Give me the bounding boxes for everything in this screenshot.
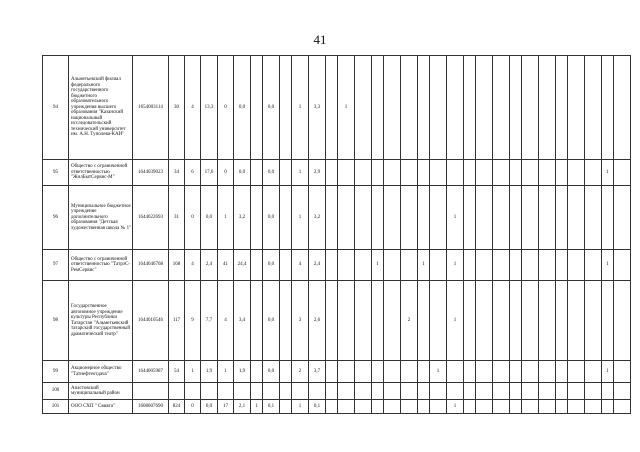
value-cell xyxy=(401,361,418,383)
value-cell xyxy=(251,160,263,186)
value-cell xyxy=(522,361,539,383)
value-cell xyxy=(539,281,556,361)
value-cell xyxy=(614,400,631,414)
value-cell: 1 xyxy=(372,250,384,281)
value-cell xyxy=(585,160,602,186)
value-cell: 824 xyxy=(169,400,185,414)
value-cell xyxy=(510,186,522,250)
value-cell xyxy=(556,56,568,160)
value-cell xyxy=(585,400,602,414)
value-cell: 1 xyxy=(338,56,355,160)
value-cell: 1,9 xyxy=(201,361,218,383)
value-cell xyxy=(384,400,401,414)
value-cell xyxy=(384,383,401,400)
value-cell xyxy=(418,400,430,414)
value-cell: 0,0 xyxy=(263,186,280,250)
value-cell xyxy=(464,160,476,186)
value-cell xyxy=(556,361,568,383)
value-cell xyxy=(280,160,292,186)
value-cell xyxy=(430,400,447,414)
value-cell xyxy=(338,281,355,361)
organization-name: ООО СХП " Свияга" xyxy=(69,400,133,414)
value-cell: 17,6 xyxy=(201,160,218,186)
organization-name: Альметьевский филиал федерального государственного бюджетного образовательного учреждения высшего образования "Казанский национальный исследовательский технический университет им. А.Н. Туполева-КАИ" xyxy=(69,56,133,160)
value-cell xyxy=(401,400,418,414)
page-number: 41 xyxy=(313,32,327,47)
value-cell: 1 xyxy=(602,160,614,186)
value-cell xyxy=(355,56,372,160)
value-cell xyxy=(447,383,464,400)
value-cell xyxy=(384,186,401,250)
value-cell: 24,4 xyxy=(234,250,251,281)
value-cell xyxy=(464,400,476,414)
inn-cell: 1644046768 xyxy=(133,250,169,281)
organization-name: Муниципальное бюджетное учреждение дополнительного образования "Детская художественная школа № 1" xyxy=(69,186,133,250)
value-cell: 1 xyxy=(602,361,614,383)
value-cell xyxy=(326,281,338,361)
value-cell: 30 xyxy=(169,56,185,160)
value-cell xyxy=(476,160,493,186)
value-cell xyxy=(185,383,201,400)
value-cell xyxy=(539,186,556,250)
value-cell: 117 xyxy=(169,281,185,361)
value-cell xyxy=(263,383,280,400)
value-cell xyxy=(510,56,522,160)
value-cell: 0,0 xyxy=(263,361,280,383)
value-cell xyxy=(539,361,556,383)
value-cell xyxy=(372,383,384,400)
value-cell: 7,7 xyxy=(201,281,218,361)
value-cell xyxy=(280,250,292,281)
row-number: 94 xyxy=(43,56,69,160)
table-row xyxy=(43,186,631,250)
value-cell: 34 xyxy=(169,160,185,186)
value-cell xyxy=(556,250,568,281)
value-cell xyxy=(476,400,493,414)
value-cell xyxy=(614,383,631,400)
value-cell xyxy=(568,160,585,186)
value-cell xyxy=(338,160,355,186)
value-cell xyxy=(384,56,401,160)
inn-cell: 1644005987 xyxy=(133,361,169,383)
value-cell xyxy=(169,383,185,400)
value-cell xyxy=(355,361,372,383)
value-cell xyxy=(464,186,476,250)
value-cell xyxy=(309,383,326,400)
value-cell xyxy=(539,160,556,186)
value-cell xyxy=(372,281,384,361)
value-cell: 0 xyxy=(218,160,234,186)
value-cell xyxy=(510,361,522,383)
value-cell xyxy=(464,56,476,160)
value-cell xyxy=(418,56,430,160)
value-cell: 1,9 xyxy=(234,361,251,383)
organization-name: Общество с ограниченной ответственностью "ЖилБытСервис-М" xyxy=(69,160,133,186)
value-cell xyxy=(510,160,522,186)
value-cell xyxy=(251,56,263,160)
value-cell: 0 xyxy=(218,56,234,160)
value-cell: 2,9 xyxy=(309,160,326,186)
value-cell xyxy=(338,250,355,281)
value-cell xyxy=(476,186,493,250)
value-cell: 0,0 xyxy=(263,281,280,361)
value-cell xyxy=(585,383,602,400)
value-cell: 1 xyxy=(447,281,464,361)
value-cell xyxy=(522,56,539,160)
value-cell xyxy=(430,56,447,160)
value-cell xyxy=(614,361,631,383)
value-cell xyxy=(280,281,292,361)
value-cell: 4 xyxy=(185,250,201,281)
value-cell xyxy=(372,400,384,414)
value-cell: 1 xyxy=(447,400,464,414)
table-row xyxy=(43,281,631,361)
value-cell xyxy=(280,186,292,250)
value-cell: 0,0 xyxy=(234,56,251,160)
value-cell xyxy=(251,250,263,281)
value-cell xyxy=(326,186,338,250)
value-cell: 4 xyxy=(185,56,201,160)
value-cell xyxy=(602,186,614,250)
organization-name: Акционерное общество "Татнефтеотдача" xyxy=(69,361,133,383)
value-cell xyxy=(292,383,309,400)
value-cell xyxy=(585,361,602,383)
value-cell xyxy=(201,383,218,400)
row-number: 101 xyxy=(43,400,69,414)
value-cell xyxy=(493,250,510,281)
value-cell xyxy=(326,361,338,383)
value-cell: 3 xyxy=(292,281,309,361)
value-cell: 2 xyxy=(292,361,309,383)
value-cell xyxy=(401,186,418,250)
value-cell xyxy=(493,281,510,361)
value-cell xyxy=(476,383,493,400)
value-cell: 1 xyxy=(292,160,309,186)
value-cell xyxy=(280,400,292,414)
inn-cell: 1608007690 xyxy=(133,400,169,414)
value-cell xyxy=(493,383,510,400)
table-row xyxy=(43,361,631,383)
value-cell xyxy=(585,250,602,281)
inn-cell: 1644039023 xyxy=(133,160,169,186)
value-cell xyxy=(355,160,372,186)
value-cell xyxy=(539,56,556,160)
value-cell: 4 xyxy=(218,281,234,361)
value-cell xyxy=(510,250,522,281)
value-cell: 0,0 xyxy=(263,160,280,186)
value-cell: 1 xyxy=(430,361,447,383)
value-cell: 1 xyxy=(218,361,234,383)
value-cell: 2,6 xyxy=(309,281,326,361)
value-cell xyxy=(372,186,384,250)
value-cell xyxy=(384,250,401,281)
organization-name: Общество с ограниченной ответственностью "ТатрэС-РемСервис" xyxy=(69,250,133,281)
inn-cell xyxy=(133,383,169,400)
value-cell xyxy=(251,383,263,400)
value-cell xyxy=(522,281,539,361)
value-cell xyxy=(614,250,631,281)
value-cell: 1 xyxy=(447,250,464,281)
inn-cell: 1654003114 xyxy=(133,56,169,160)
value-cell: 9 xyxy=(185,281,201,361)
value-cell xyxy=(355,400,372,414)
value-cell xyxy=(326,383,338,400)
row-number: 96 xyxy=(43,186,69,250)
table-row xyxy=(43,250,631,281)
value-cell: 4 xyxy=(292,250,309,281)
value-cell xyxy=(326,160,338,186)
table-row xyxy=(43,160,631,186)
value-cell: 1 xyxy=(185,361,201,383)
value-cell: 0,0 xyxy=(201,400,218,414)
value-cell: 1 xyxy=(602,250,614,281)
value-cell: 0,1 xyxy=(263,400,280,414)
value-cell: 2,1 xyxy=(234,400,251,414)
value-cell xyxy=(464,250,476,281)
value-cell xyxy=(602,400,614,414)
value-cell: 2 xyxy=(401,281,418,361)
value-cell xyxy=(430,281,447,361)
value-cell xyxy=(476,250,493,281)
value-cell xyxy=(384,160,401,186)
value-cell xyxy=(539,250,556,281)
value-cell xyxy=(568,186,585,250)
value-cell xyxy=(614,281,631,361)
organization-name: Апастовский муниципальный район xyxy=(69,383,133,400)
value-cell xyxy=(418,186,430,250)
value-cell xyxy=(355,186,372,250)
value-cell xyxy=(401,383,418,400)
value-cell xyxy=(585,56,602,160)
value-cell: 0,1 xyxy=(309,400,326,414)
value-cell: 1 xyxy=(418,250,430,281)
value-cell xyxy=(510,383,522,400)
value-cell: 0,0 xyxy=(201,186,218,250)
value-cell xyxy=(568,281,585,361)
value-cell xyxy=(568,383,585,400)
value-cell xyxy=(326,400,338,414)
value-cell: 17 xyxy=(218,400,234,414)
value-cell xyxy=(251,361,263,383)
value-cell: 3,2 xyxy=(234,186,251,250)
value-cell xyxy=(522,400,539,414)
value-cell: 0 xyxy=(185,186,201,250)
value-cell xyxy=(493,361,510,383)
value-cell xyxy=(476,56,493,160)
value-cell xyxy=(251,281,263,361)
value-cell: 41 xyxy=(218,250,234,281)
value-cell: 1 xyxy=(447,186,464,250)
value-cell xyxy=(384,361,401,383)
value-cell xyxy=(218,383,234,400)
value-cell xyxy=(464,281,476,361)
value-cell xyxy=(401,56,418,160)
data-table xyxy=(42,55,631,414)
value-cell: 1 xyxy=(292,186,309,250)
value-cell xyxy=(556,281,568,361)
row-number: 98 xyxy=(43,281,69,361)
row-number: 97 xyxy=(43,250,69,281)
organization-name: Государственное автономное учреждение культуры Республики Татарстан "Альметьевский татарский государственный драматический театр" xyxy=(69,281,133,361)
value-cell xyxy=(585,186,602,250)
row-number: 95 xyxy=(43,160,69,186)
value-cell xyxy=(493,186,510,250)
value-cell xyxy=(585,281,602,361)
value-cell xyxy=(338,383,355,400)
value-cell xyxy=(522,250,539,281)
table-row xyxy=(43,400,631,414)
value-cell xyxy=(614,56,631,160)
value-cell xyxy=(280,361,292,383)
value-cell xyxy=(614,160,631,186)
value-cell xyxy=(418,160,430,186)
value-cell xyxy=(568,400,585,414)
value-cell xyxy=(372,56,384,160)
value-cell xyxy=(447,160,464,186)
value-cell: 31 xyxy=(169,186,185,250)
value-cell: 2,4 xyxy=(201,250,218,281)
value-cell xyxy=(326,250,338,281)
value-cell xyxy=(338,186,355,250)
value-cell xyxy=(522,186,539,250)
table-row xyxy=(43,56,631,160)
table-row xyxy=(43,383,631,400)
value-cell: 1 xyxy=(292,400,309,414)
value-cell xyxy=(401,250,418,281)
value-cell xyxy=(614,186,631,250)
value-cell xyxy=(493,56,510,160)
value-cell xyxy=(568,361,585,383)
value-cell xyxy=(510,281,522,361)
value-cell xyxy=(447,56,464,160)
value-cell: 1 xyxy=(218,186,234,250)
value-cell xyxy=(430,186,447,250)
value-cell xyxy=(418,383,430,400)
value-cell xyxy=(476,281,493,361)
value-cell: 0 xyxy=(185,400,201,414)
value-cell: 1 xyxy=(292,56,309,160)
value-cell: 0,0 xyxy=(263,250,280,281)
value-cell: 54 xyxy=(169,361,185,383)
value-cell xyxy=(326,56,338,160)
value-cell xyxy=(510,400,522,414)
value-cell xyxy=(430,250,447,281)
value-cell xyxy=(338,361,355,383)
value-cell: 2,4 xyxy=(309,250,326,281)
value-cell xyxy=(418,281,430,361)
value-cell: 1 xyxy=(251,400,263,414)
value-cell xyxy=(464,383,476,400)
value-cell xyxy=(522,383,539,400)
value-cell xyxy=(251,186,263,250)
value-cell xyxy=(430,383,447,400)
value-cell xyxy=(476,361,493,383)
value-cell xyxy=(522,160,539,186)
value-cell xyxy=(556,400,568,414)
value-cell xyxy=(355,250,372,281)
value-cell: 3,7 xyxy=(309,361,326,383)
value-cell xyxy=(539,400,556,414)
value-cell xyxy=(602,383,614,400)
value-cell xyxy=(280,56,292,160)
value-cell: 0,0 xyxy=(263,56,280,160)
value-cell xyxy=(372,160,384,186)
value-cell xyxy=(568,56,585,160)
value-cell xyxy=(464,361,476,383)
row-number: 100 xyxy=(43,383,69,400)
value-cell: 3,4 xyxy=(234,281,251,361)
value-cell xyxy=(539,383,556,400)
value-cell xyxy=(401,160,418,186)
row-number: 99 xyxy=(43,361,69,383)
value-cell: 3,2 xyxy=(309,186,326,250)
value-cell xyxy=(430,160,447,186)
value-cell xyxy=(556,186,568,250)
value-cell xyxy=(418,361,430,383)
value-cell xyxy=(338,400,355,414)
value-cell xyxy=(602,281,614,361)
value-cell: 3,3 xyxy=(309,56,326,160)
value-cell xyxy=(493,400,510,414)
value-cell xyxy=(355,281,372,361)
inn-cell: 1644010546 xyxy=(133,281,169,361)
value-cell xyxy=(556,160,568,186)
value-cell xyxy=(280,383,292,400)
value-cell xyxy=(568,250,585,281)
value-cell: 6 xyxy=(185,160,201,186)
value-cell xyxy=(447,361,464,383)
value-cell xyxy=(493,160,510,186)
value-cell xyxy=(372,361,384,383)
value-cell: 0,0 xyxy=(234,160,251,186)
value-cell xyxy=(355,383,372,400)
value-cell: 168 xyxy=(169,250,185,281)
value-cell xyxy=(234,383,251,400)
value-cell xyxy=(602,56,614,160)
value-cell xyxy=(556,383,568,400)
value-cell: 13,3 xyxy=(201,56,218,160)
inn-cell: 1644022693 xyxy=(133,186,169,250)
value-cell xyxy=(384,281,401,361)
